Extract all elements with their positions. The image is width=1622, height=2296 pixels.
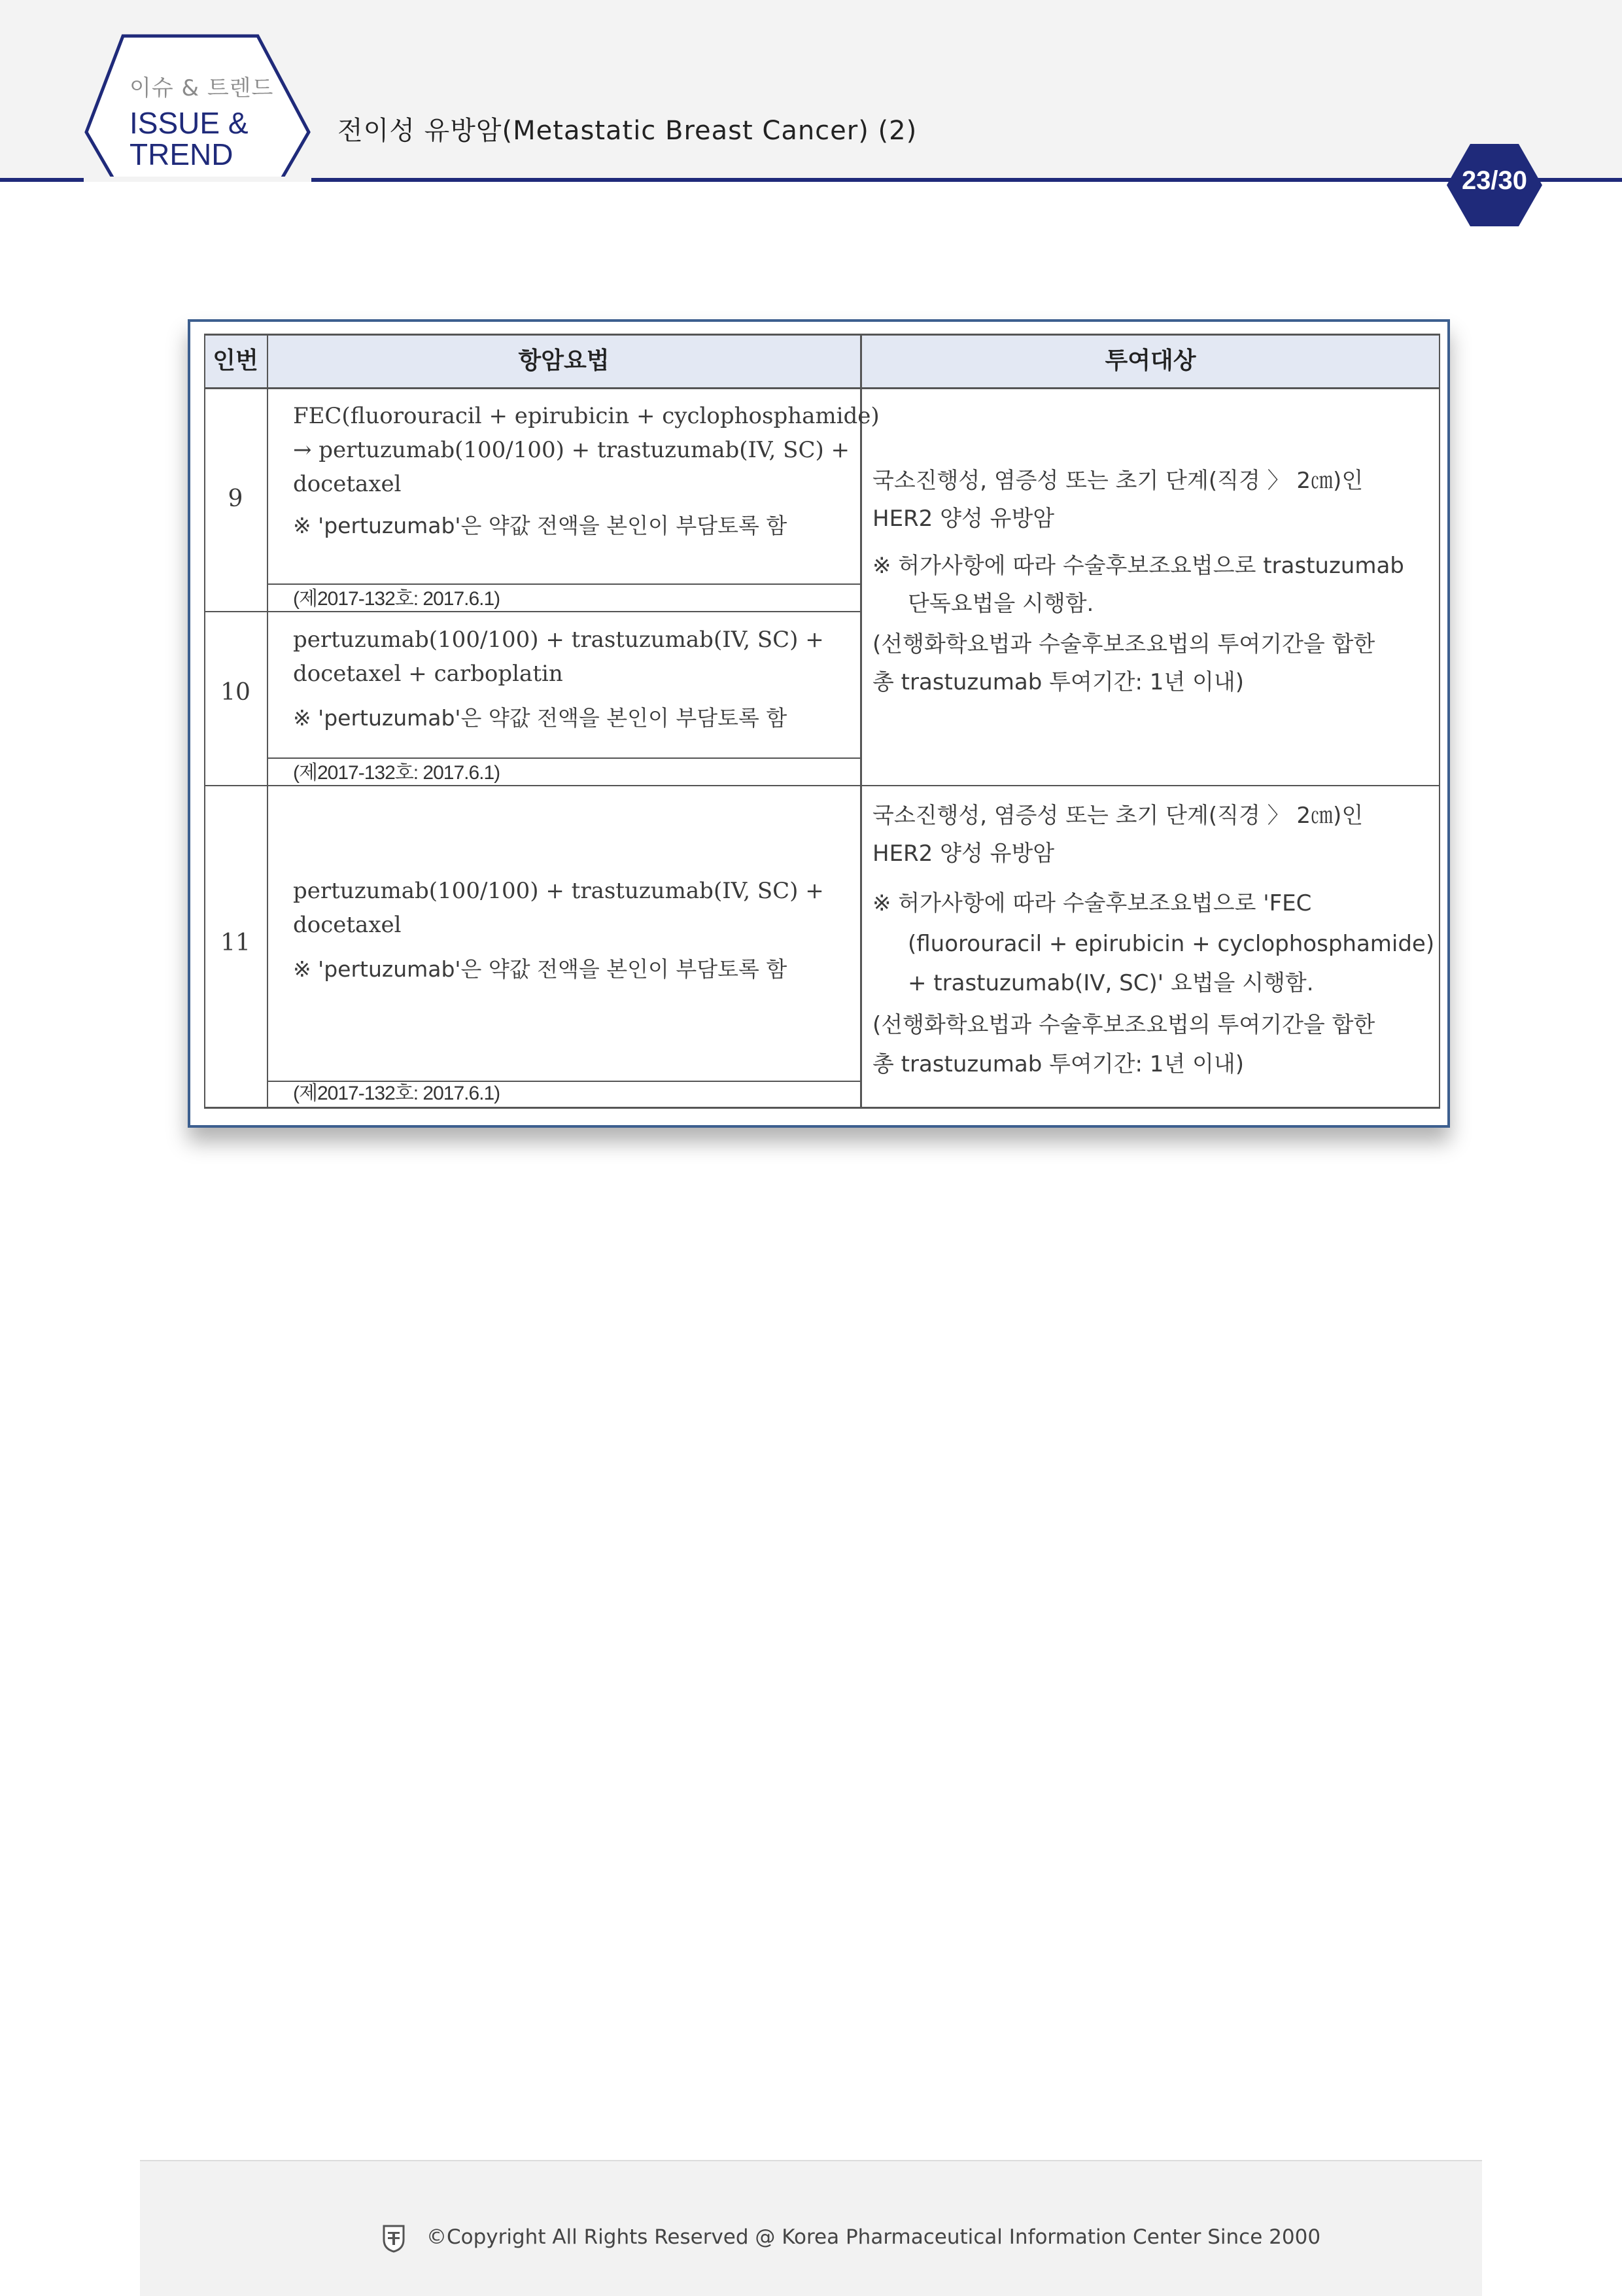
page-title: 전이성 유방암(Metastatic Breast Cancer) (2)	[337, 116, 918, 146]
target-line: 국소진행성, 염증성 또는 초기 단계(직경 〉 2㎝)인	[872, 468, 1364, 494]
badge-korean-label: 이슈 & 트렌드	[129, 75, 274, 101]
regimen-line: → pertuzumab(100/100) + trastuzumab(IV, SC) +	[293, 437, 850, 463]
badge-english-line2: TREND	[129, 137, 233, 171]
badge-english-label	[129, 107, 286, 170]
regimen-line: docetaxel	[293, 912, 402, 938]
header-cell-number: 인번	[213, 347, 258, 374]
regimen-note: ※ 'pertuzumab'은 약값 전액을 본인이 부담토록 함	[293, 956, 787, 982]
regimen-line: pertuzumab(100/100) + trastuzumab(IV, SC) +	[293, 878, 824, 904]
kpic-shield-logo-icon	[382, 2224, 406, 2253]
regimen-line: FEC(fluorouracil + epirubicin + cyclophosphamide)	[293, 403, 880, 429]
notice-reference: (제2017-132호: 2017.6.1)	[293, 588, 500, 610]
target-line: (선행화학요법과 수술후보조요법의 투여기간을 합한	[872, 1012, 1375, 1038]
table-top-border	[204, 334, 1440, 336]
target-line: 국소진행성, 염증성 또는 초기 단계(직경 〉 2㎝)인	[872, 803, 1364, 829]
page-number: 23/30	[1461, 166, 1528, 195]
number-column-border	[267, 334, 268, 1109]
target-line: 총 trastuzumab 투여기간: 1년 이내)	[872, 669, 1245, 695]
regimen-line: docetaxel + carboplatin	[293, 661, 563, 687]
target-line: 총 trastuzumab 투여기간: 1년 이내)	[872, 1051, 1245, 1077]
regimen-table	[204, 334, 1440, 1109]
row-number: 9	[228, 485, 243, 512]
header-cell-target: 투여대상	[1105, 347, 1196, 374]
notice-reference: (제2017-132호: 2017.6.1)	[293, 1083, 500, 1104]
issue-trend-badge	[84, 34, 311, 182]
row-number: 10	[220, 679, 250, 706]
regimen-note: ※ 'pertuzumab'은 약값 전액을 본인이 부담토록 함	[293, 705, 787, 731]
table-left-border	[204, 334, 205, 1109]
target-line: + trastuzumab(IV, SC)' 요법을 시행함.	[908, 970, 1314, 996]
page-indicator	[1445, 143, 1544, 228]
regimen-table-image	[188, 319, 1450, 1128]
copyright-text: ©Copyright All Rights Reserved @ Korea Pharmaceutical Information Center Since 2000	[426, 2225, 1321, 2249]
header-cell-regimen: 항암요법	[518, 347, 610, 374]
table-right-border	[1439, 334, 1440, 1109]
target-line: ※ 허가사항에 따라 수술후보조요법으로 'FEC	[872, 890, 1312, 916]
row-number: 11	[220, 930, 250, 956]
footer	[140, 2160, 1482, 2296]
table-header-border	[204, 387, 1440, 389]
target-line: (선행화학요법과 수술후보조요법의 투여기간을 합한	[872, 631, 1375, 657]
regimen-note: ※ 'pertuzumab'은 약값 전액을 본인이 부담토록 함	[293, 513, 787, 538]
target-line: HER2 양성 유방암	[872, 841, 1055, 867]
target-line: ※ 허가사항에 따라 수술후보조요법으로 trastuzumab	[872, 553, 1404, 579]
target-line: HER2 양성 유방암	[872, 506, 1055, 532]
target-line: 단독요법을 시행함.	[908, 591, 1094, 617]
regimen-column-border	[860, 334, 862, 1109]
target-line: (fluorouracil + epirubicin + cyclophosphamide)	[908, 931, 1435, 957]
badge-english-line1: ISSUE &	[129, 106, 249, 140]
regimen-line: docetaxel	[293, 471, 402, 497]
regimen-line: pertuzumab(100/100) + trastuzumab(IV, SC) +	[293, 627, 824, 653]
notice-reference: (제2017-132호: 2017.6.1)	[293, 762, 500, 784]
